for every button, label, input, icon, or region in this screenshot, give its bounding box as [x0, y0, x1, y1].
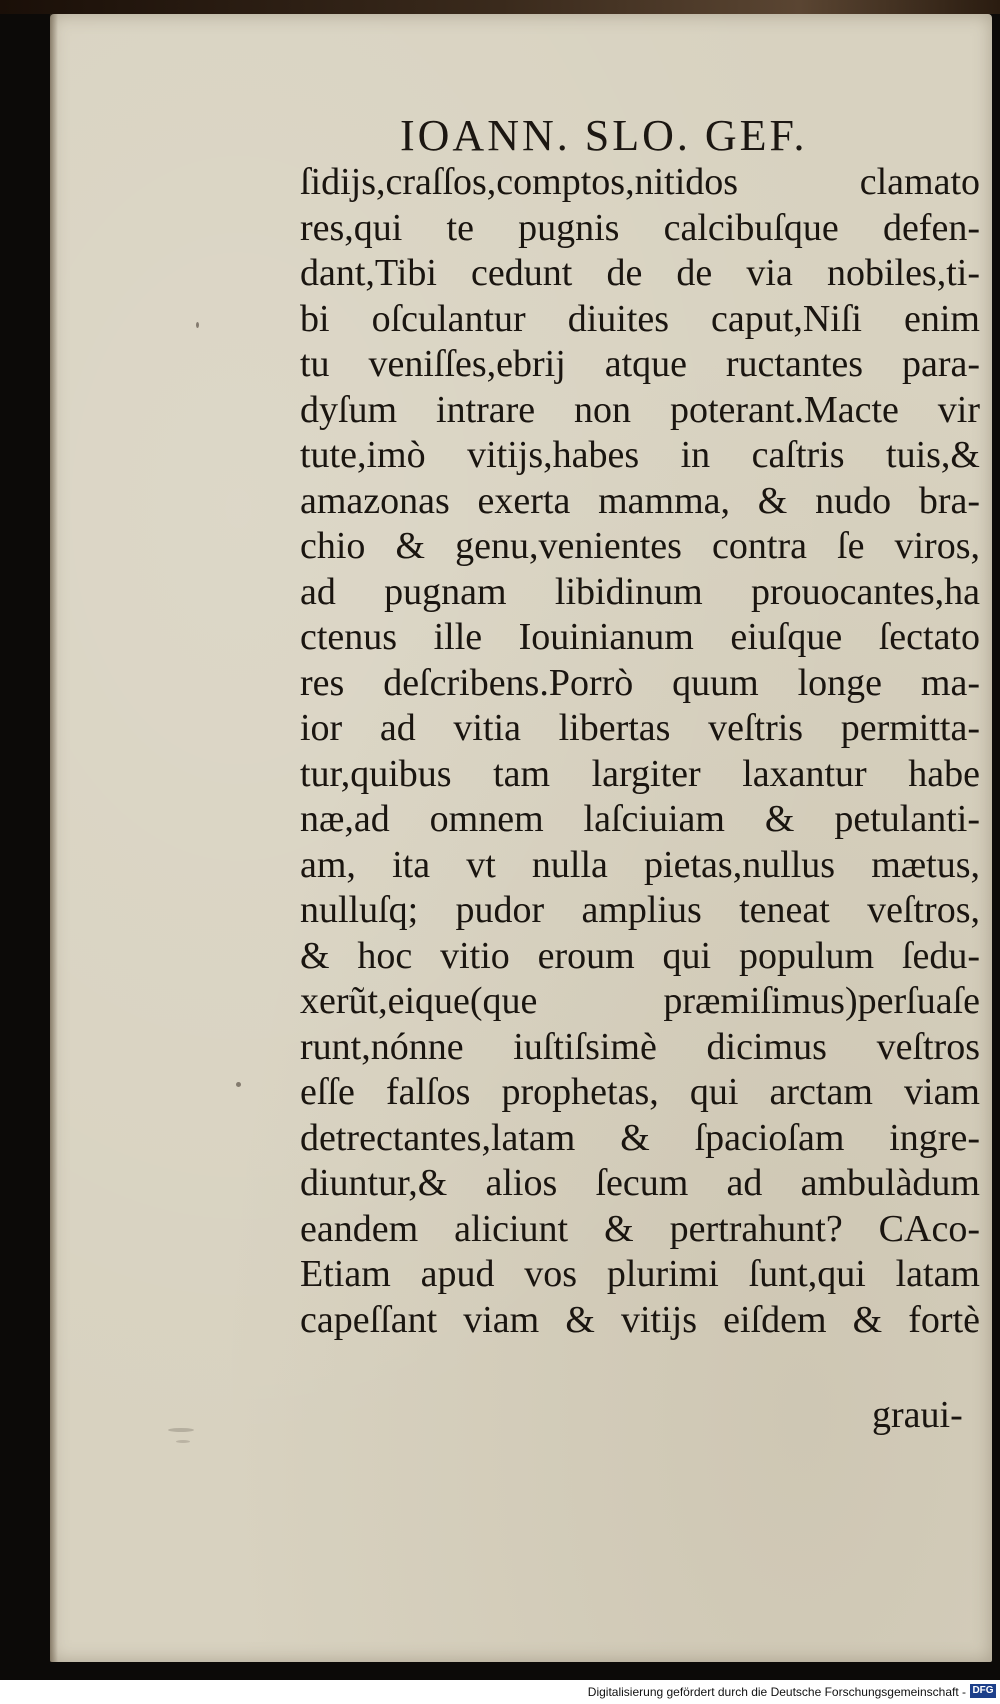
dfg-logo: DFG	[970, 1684, 996, 1698]
digitization-credit: Digitalisierung gefördert durch die Deutsche Forschungsgemeinschaft -	[587, 1685, 966, 1699]
paper-speck	[168, 1428, 194, 1432]
text-line: amazonas exerta mamma, & nudo bra-	[300, 479, 980, 522]
text-line: eandem aliciunt & pertrahunt? CAco-	[300, 1207, 980, 1250]
text-line: ctenus ille Iouinianum eiuſque ſectato	[300, 616, 980, 658]
catchword: graui-	[872, 1394, 963, 1436]
text-line: am, ita vt nulla pietas,nullus mætus,	[300, 843, 980, 886]
text-line: ior ad vitia libertas veſtris permitta-	[300, 707, 980, 749]
paper-speck	[196, 322, 199, 328]
text-line: tu veniſſes,ebrij atque ructantes para-	[300, 343, 980, 385]
text-line: runt,nónne iuſtiſsimè dicimus veſtros	[300, 1025, 980, 1068]
text-line: ſidijs,craſſos,comptos,nitidos clamato	[300, 161, 980, 203]
text-line: nulluſq; pudor amplius teneat veſtros,	[300, 889, 980, 931]
page-gutter-shadow	[50, 14, 58, 1662]
body-text	[300, 160, 980, 1343]
scan-top-edge	[0, 0, 1000, 14]
text-line: res,qui te pugnis calcibuſque defen-	[300, 206, 980, 249]
running-head: IOANN. SLO. GEF.	[400, 111, 808, 160]
paper-speck	[236, 1082, 241, 1087]
text-line: & hoc vitio eroum qui populum ſedu-	[300, 934, 980, 977]
text-line: eſſe falſos prophetas, qui arctam viam	[300, 1071, 980, 1113]
text-line: dant,Tibi cedunt de de via nobiles,ti-	[300, 252, 980, 294]
paper-speck	[176, 1440, 190, 1443]
text-line: tur,quibus tam largiter laxantur habe	[300, 752, 980, 795]
text-line: ad pugnam libidinum prouocantes,ha	[300, 570, 980, 613]
text-line: xerũt,eique(que præmiſimus)perſuaſe	[300, 980, 980, 1022]
text-line: dyſum intrare non poterant.Macte vir	[300, 388, 980, 431]
text-line: capeſſant viam & vitijs eiſdem & fortè	[300, 1298, 980, 1341]
text-line: tute,imò vitijs,habes in caſtris tuis,&	[300, 434, 980, 476]
text-line: detrectantes,latam & ſpacioſam ingre-	[300, 1116, 980, 1159]
text-line: diuntur,& alios ſecum ad ambulàdum	[300, 1162, 980, 1204]
text-line: næ,ad omnem laſciuiam & petulanti-	[300, 798, 980, 840]
text-line: chio & genu,venientes contra ſe viros,	[300, 525, 980, 567]
text-line: Etiam apud vos plurimi ſunt,qui latam	[300, 1253, 980, 1295]
text-line: res deſcribens.Porrò quum longe ma-	[300, 661, 980, 704]
text-line: bi oſculantur diuites caput,Niſi enim	[300, 297, 980, 340]
